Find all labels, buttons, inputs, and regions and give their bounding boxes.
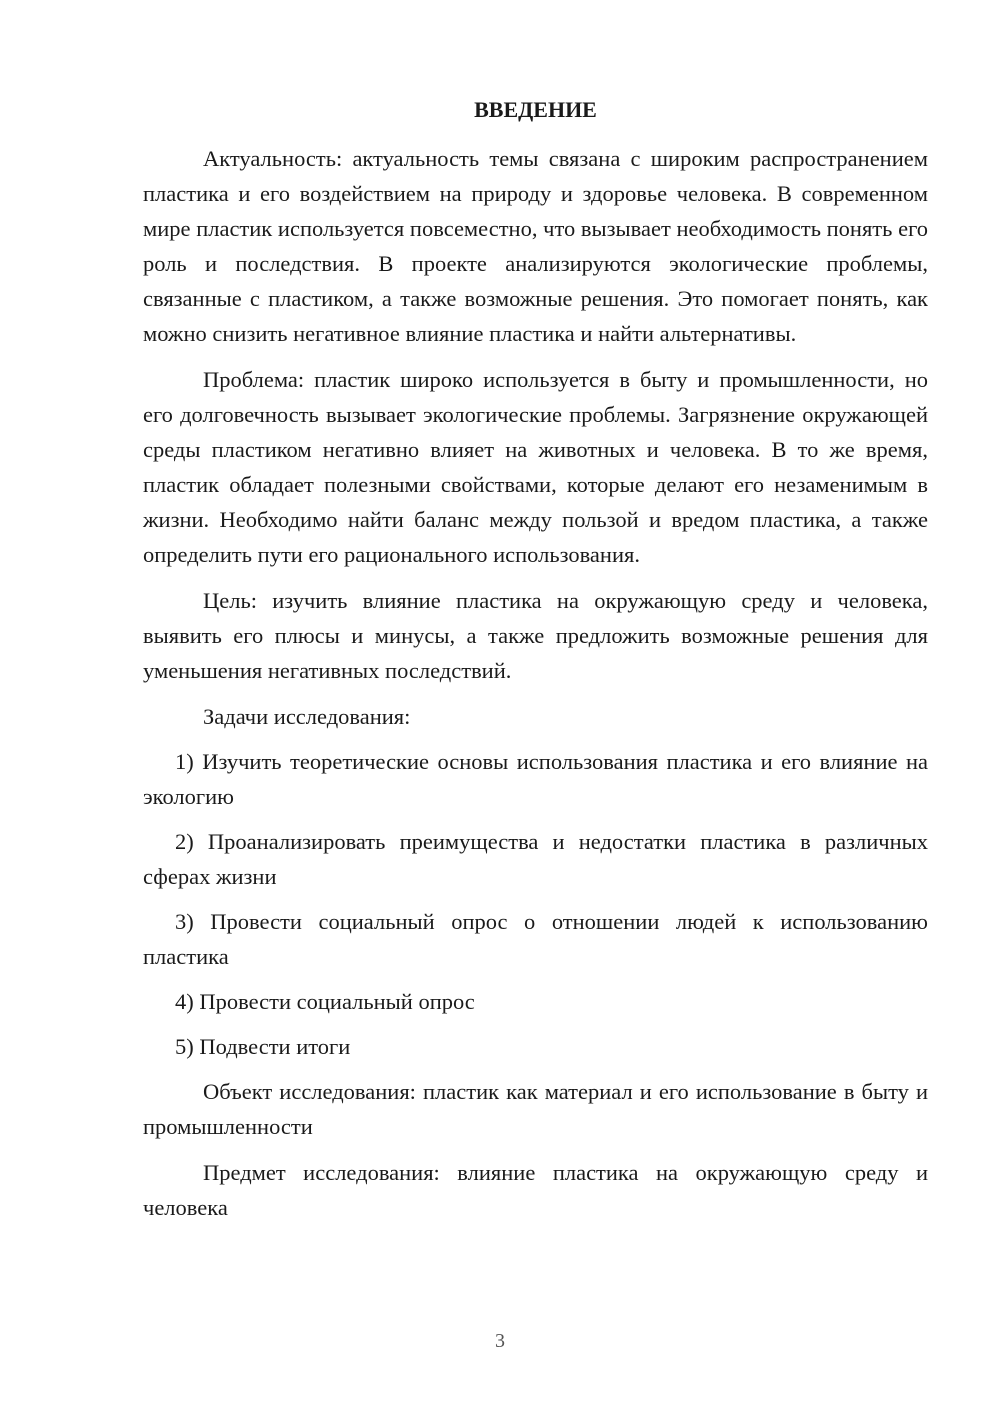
task-item: 4) Провести социальный опрос (175, 989, 475, 1014)
research-subject-paragraph: Предмет исследования: влияние пластика на окружающую среду и человека (143, 1160, 928, 1220)
task-item: 3) Провести социальный опрос о отношении людей к использованию пластика (143, 909, 928, 969)
task-item: 2) Проанализировать преимущества и недостатки пластика в различных сферах жизни (143, 829, 928, 889)
problem-paragraph: Проблема: пластик широко используется в быту и промышленности, но его долговечность вызывает экологические проблемы. Загрязнение окружающей среды пластиком негативно влияет на животных и человека. В то же время, пластик обладает полезными свойствами, которые делают его незаменимым в жизни. Необходимо найти баланс между пользой и вредом пластика, а также определить пути его рационального использования. (143, 367, 928, 567)
tasks-list (143, 744, 928, 1064)
section-title: ВВЕДЕНИЕ (474, 97, 597, 122)
task-item: 5) Подвести итоги (175, 1034, 351, 1059)
tasks-heading: Задачи исследования: (203, 704, 411, 729)
relevance-paragraph: Актуальность: актуальность темы связана с широким распространением пластика и его воздействием на природу и здоровье человека. В современном мире пластик используется повсеместно, что вызывает необходимость понять его роль и последствия. В проекте анализируются экологические проблемы, связанные с пластиком, а также возможные решения. Это помогает понять, как можно снизить негативное влияние пластика и найти альтернативы. (143, 146, 928, 346)
page-number: 3 (495, 1330, 505, 1352)
goal-paragraph: Цель: изучить влияние пластика на окружающую среду и человека, выявить его плюсы и минусы, а также предложить возможные решения для уменьшения негативных последствий. (143, 588, 928, 683)
document-page (143, 92, 928, 1236)
research-object-paragraph: Объект исследования: пластик как материал и его использование в быту и промышленности (143, 1079, 928, 1139)
task-item: 1) Изучить теоретические основы использования пластика и его влияние на экологию (143, 749, 928, 809)
